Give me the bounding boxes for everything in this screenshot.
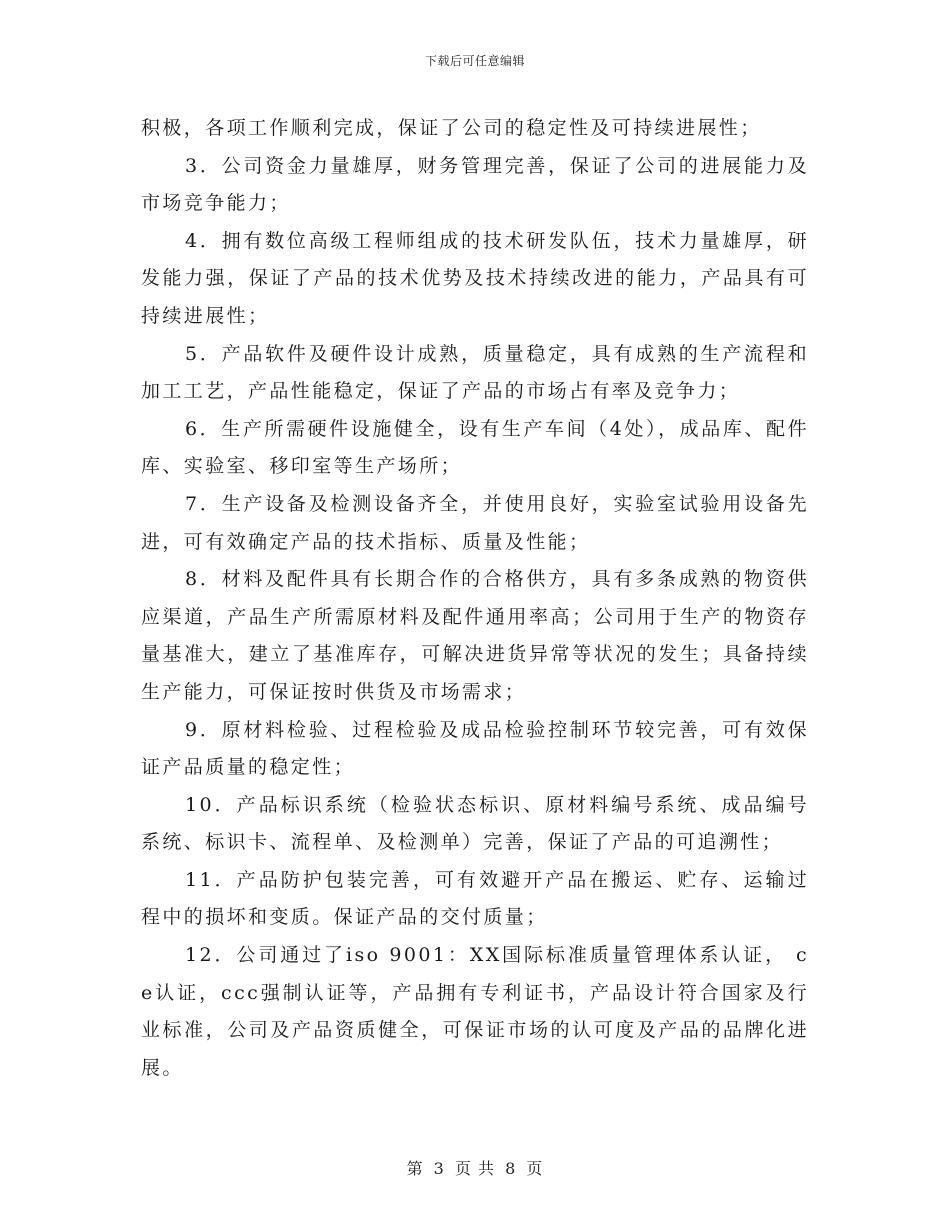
page-total: 8	[505, 1159, 517, 1178]
paragraph-item-8: 8．材料及配件具有长期合作的合格供方，具有多条成熟的物资供应渠道，产品生产所需原材料及配件通用率高；公司用于生产的物资存量基准大，建立了基准库存，可解决进货异常等状况的发生；具备持续生产能力，可保证按时供货及市场需求；	[141, 568, 809, 703]
paragraph-item-12: 12．公司通过了iso 9001：XX国际标准质量管理体系认证， ce认证，ccc强制认证等，产品拥有专利证书，产品设计符合国家及行业标准，公司及产品资质健全，可保证市场的认可度及产品的品牌化进展。	[141, 944, 809, 1079]
page-number: 3	[433, 1159, 445, 1178]
page-footer-prefix: 第	[406, 1159, 424, 1178]
paragraph-item-4: 4．拥有数位高级工程师组成的技术研发队伍，技术力量雄厚，研发能力强，保证了产品的技术优势及技术持续改进的能力，产品具有可持续进展性；	[141, 229, 809, 327]
page-footer	[0, 1156, 950, 1179]
page-footer-suffix: 页	[526, 1159, 544, 1178]
paragraph-item-3: 3．公司资金力量雄厚，财务管理完善，保证了公司的进展能力及市场竞争能力；	[141, 154, 809, 215]
paragraph-item-11: 11．产品防护包装完善，可有效避开产品在搬运、贮存、运输过程中的损坏和变质。保证产品的交付质量；	[141, 868, 809, 929]
paragraph-continuation: 积极，各项工作顺利完成，保证了公司的稳定性及可持续进展性；	[141, 117, 762, 139]
paragraph-item-5: 5．产品软件及硬件设计成熟，质量稳定，具有成熟的生产流程和加工工艺，产品性能稳定，保证了产品的市场占有率及竞争力；	[141, 342, 809, 403]
paragraph-item-7: 7．生产设备及检测设备齐全，并使用良好，实验室试验用设备先进，可有效确定产品的技术指标、质量及性能；	[141, 492, 809, 553]
document-body	[141, 110, 809, 1087]
page-footer-mid: 页 共	[454, 1159, 496, 1178]
page-header: 下载后可任意编辑	[424, 54, 525, 68]
paragraph-item-9: 9．原材料检验、过程检验及成品检验控制环节较完善，可有效保证产品质量的稳定性；	[141, 718, 809, 779]
paragraph-item-6: 6．生产所需硬件设施健全，设有生产车间（4处），成品库、配件库、实验室、移印室等生产场所；	[141, 417, 809, 478]
paragraph-item-10: 10．产品标识系统（检验状态标识、原材料编号系统、成品编号系统、标识卡、流程单、及检测单）完善，保证了产品的可追溯性；	[141, 793, 809, 854]
